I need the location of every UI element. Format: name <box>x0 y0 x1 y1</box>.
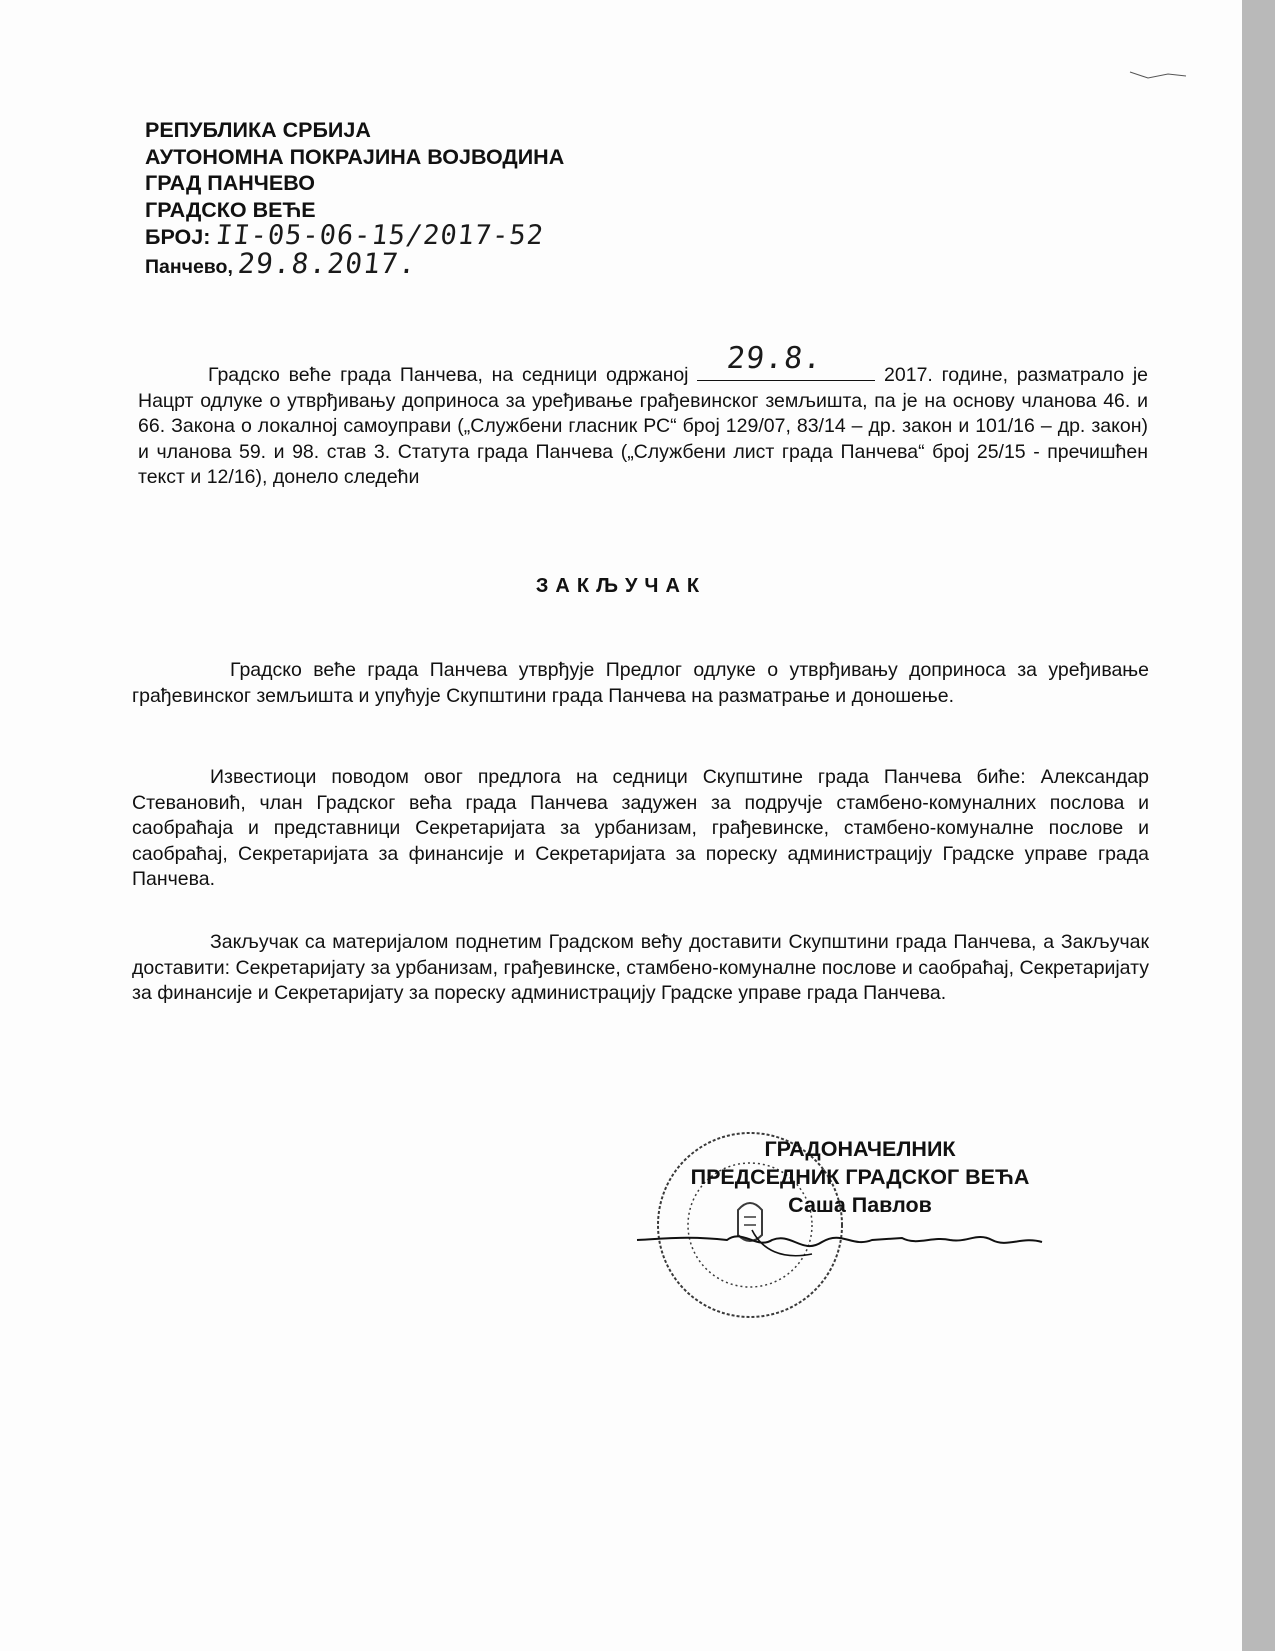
sign-title-president: ПРЕДСЕДНИК ГРАДСКОГ ВЕЋА <box>690 1165 1030 1189</box>
scan-mark <box>1128 68 1188 82</box>
paragraph-1-text: Градско веће града Панчева утврђује Предлог одлуке о утврђивању доприноса за уређивање грађевинског земљишта и упућује Скупштини града Панчева на разматрање и доношење. <box>132 659 1149 707</box>
handwritten-signature <box>632 1210 1052 1280</box>
header-province: АУТОНОМНА ПОКРАЈИНА ВОЈВОДИНА <box>145 144 565 169</box>
document-header <box>145 117 564 280</box>
sign-name: Саша Павлов <box>788 1193 932 1217</box>
intro-part2: 2017. године, разматрало је Нацрт одлуке о утврђивању доприноса за уређивање грађевинског земљишта, па је на основу чланова 46. и 66. Закона о локалној самоуправи („Службени гласник РС“ број 129/07, 83/14 – др. закон и 101/16 – др. закон) и чланова 59. и 98. став 3. Статута града Панчева („Службени лист града Панчева“ број 25/15 - пречишћен текст и 12/16), донело следећи <box>138 364 1148 488</box>
place-date: 29.8.2017. <box>236 246 419 280</box>
session-date-blank <box>697 341 875 381</box>
intro-paragraph <box>138 341 1148 491</box>
intro-part1: Градско веће града Панчева, на седници одржаној <box>208 364 689 386</box>
session-date: 29.8. <box>725 341 825 376</box>
paragraph-2 <box>132 765 1149 893</box>
sign-title-mayor: ГРАДОНАЧЕЛНИК <box>764 1137 956 1161</box>
header-city: ГРАД ПАНЧЕВО <box>145 171 315 195</box>
paragraph-3-text: Закључак са материјалом поднетим Градском већу доставити Скупштини града Панчева, а Закључак доставити: Секретаријату за урбанизам, грађевинске, стамбено-комуналне послове и саобраћај, Секретаријату за финансије и Секретаријату за пореску администрацију Градске управе града Панчева. <box>132 931 1149 1004</box>
header-country: РЕПУБЛИКА СРБИЈА <box>145 118 371 142</box>
paragraph-1 <box>132 658 1149 709</box>
paragraph-3 <box>132 930 1149 1007</box>
header-council: ГРАДСКО ВЕЋЕ <box>145 197 316 222</box>
header-place-date <box>145 246 564 281</box>
signature-block <box>670 1135 1050 1219</box>
scan-edge <box>1242 0 1275 1651</box>
number-label: БРОЈ: <box>145 225 211 249</box>
document-title: ЗАКЉУЧАК <box>535 575 707 597</box>
paragraph-2-text: Известиоци поводом овог предлога на седници Скупштине града Панчева биће: Александар Стевановић, члан Градског већа града Панчева задужен за подручје стамбено-комуналних послова и саобраћаја и представници Секретаријата за урбанизам, грађевинске, стамбено-комуналне послове и саобраћај, Секретаријата за финансије и Секретаријата за пореску администрацију Градске управе града Панчева. <box>132 766 1149 890</box>
place-label: Панчево, <box>145 255 233 278</box>
number-value: II-05-06-15/2017-52 <box>214 220 546 251</box>
